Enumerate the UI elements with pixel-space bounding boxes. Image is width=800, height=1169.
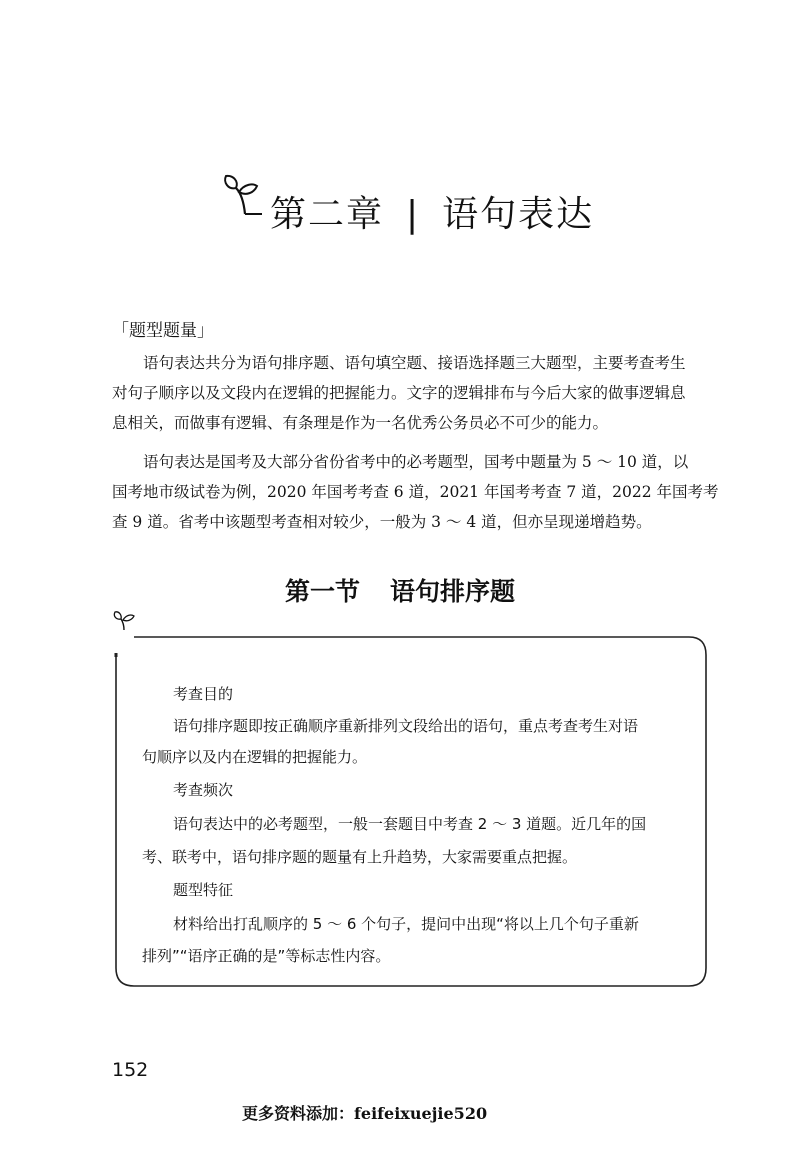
paragraph-line: 语句表达是国考及大部分省份省考中的必考题型，国考中题量为 5 ～ 10 道，以 <box>143 453 689 471</box>
page-number: 152 <box>112 1059 149 1081</box>
box-line: 排列”“语序正确的是”等标志性内容。 <box>142 947 391 965</box>
footer-note: 更多资料添加：feifeixuejie520 <box>242 1104 488 1123</box>
box-heading-frequency: 考查频次 <box>173 781 234 799</box>
paragraph-line: 查 9 道。省考中该题型考查相对较少，一般为 3 ～ 4 道，但亦呈现递增趋势。 <box>112 513 652 531</box>
box-line: 材料给出打乱顺序的 5 ～ 6 个句子，提问中出现“将以上几个句子重新 <box>173 915 639 933</box>
intro-label: 「题型题量」 <box>112 321 214 341</box>
paragraph-line: 对句子顺序以及文段内在逻辑的把握能力。文字的逻辑排布与今后大家的做事逻辑息 <box>112 384 686 402</box>
sprout-icon <box>220 170 270 220</box>
chapter-separator: | <box>406 194 421 235</box>
box-line: 考、联考中，语句排序题的题量有上升趋势，大家需要重点把握。 <box>142 848 578 866</box>
sprout-small-icon <box>112 608 136 632</box>
box-line: 句顺序以及内在逻辑的把握能力。 <box>142 748 368 766</box>
section-name: 语句排序题 <box>390 577 516 606</box>
paragraph-line: 语句表达共分为语句排序题、语句填空题、接语选择题三大题型，主要考查考生 <box>143 354 686 372</box>
intro-paragraph-1 <box>112 348 708 438</box>
section-title <box>0 572 800 608</box>
chapter-number: 第二章 <box>270 194 385 235</box>
box-line: 语句表达中的必考题型，一般一套题目中考查 2 ～ 3 道题。近几年的国 <box>173 815 647 833</box>
section-number: 第一节 <box>284 577 360 606</box>
chapter-title <box>270 186 594 237</box>
paragraph-line: 国考地市级试卷为例，2020 年国考考查 6 道，2021 年国考考查 7 道，2022 年国考考 <box>112 483 719 501</box>
box-line: 语句排序题即按正确顺序重新排列文段给出的语句，重点考查考生对语 <box>173 717 639 735</box>
intro-paragraph-2 <box>112 447 719 537</box>
chapter-subtitle: 语句表达 <box>442 194 595 235</box>
paragraph-line: 息相关，而做事有逻辑、有条理是作为一名优秀公务员必不可少的能力。 <box>112 414 609 432</box>
box-heading-features: 题型特征 <box>173 881 234 899</box>
box-heading-purpose: 考查目的 <box>173 685 234 703</box>
